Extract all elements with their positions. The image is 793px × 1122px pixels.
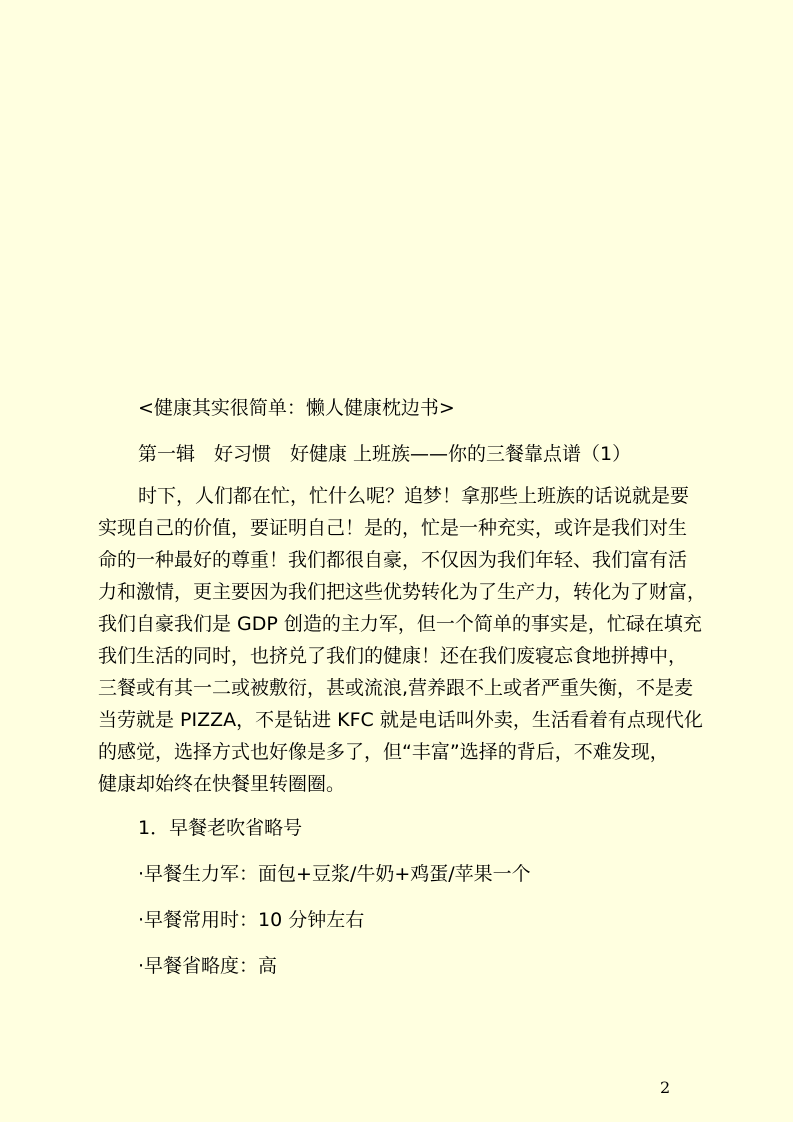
paragraph-line: 命的一种最好的尊重！我们都很自豪，不仅因为我们年轻、我们富有活	[98, 549, 688, 571]
paragraph-line: 三餐或有其一二或被敷衍，甚或流浪,营养跟不上或者严重失衡，不是麦	[98, 677, 694, 699]
intro-paragraph	[98, 480, 728, 800]
paragraph-line: 时下，人们都在忙，忙什么呢？追梦！拿那些上班族的话说就是要	[138, 485, 690, 507]
bullet-item: ·早餐生力军：面包+豆浆/牛奶+鸡蛋/苹果一个	[138, 863, 531, 885]
paragraph-line: 力和激情，更主要因为我们把这些优势转化为了生产力，转化为了财富，	[98, 581, 707, 603]
page-number: 2	[660, 1078, 671, 1097]
paragraph-line: 当劳就是 PIZZA，不是钻进 KFC 就是电话叫外卖，生活看着有点现代化	[98, 709, 703, 731]
section-heading: 1．早餐老吹省略号	[138, 817, 303, 839]
bullet-item: ·早餐常用时：10 分钟左右	[138, 909, 365, 931]
page-content	[98, 390, 728, 984]
chapter-heading: 第一辑 好习惯 好健康 上班族——你的三餐靠点谱（1）	[138, 443, 632, 465]
paragraph-line: 我们自豪我们是 GDP 创造的主力军，但一个简单的事实是，忙碌在填充	[98, 613, 702, 635]
bullet-item: ·早餐省略度：高	[138, 955, 278, 977]
paragraph-line: 健康却始终在快餐里转圈圈。	[98, 773, 346, 795]
book-title: <健康其实很简单：懒人健康枕边书>	[138, 397, 455, 419]
paragraph-line: 的感觉，选择方式也好像是多了，但“丰富”选择的背后，不难发现，	[98, 741, 669, 763]
paragraph-line: 我们生活的同时，也挤兑了我们的健康！还在我们废寝忘食地拼搏中，	[98, 645, 688, 667]
paragraph-line: 实现自己的价值，要证明自己！是的，忙是一种充实，或许是我们对生	[98, 517, 688, 539]
